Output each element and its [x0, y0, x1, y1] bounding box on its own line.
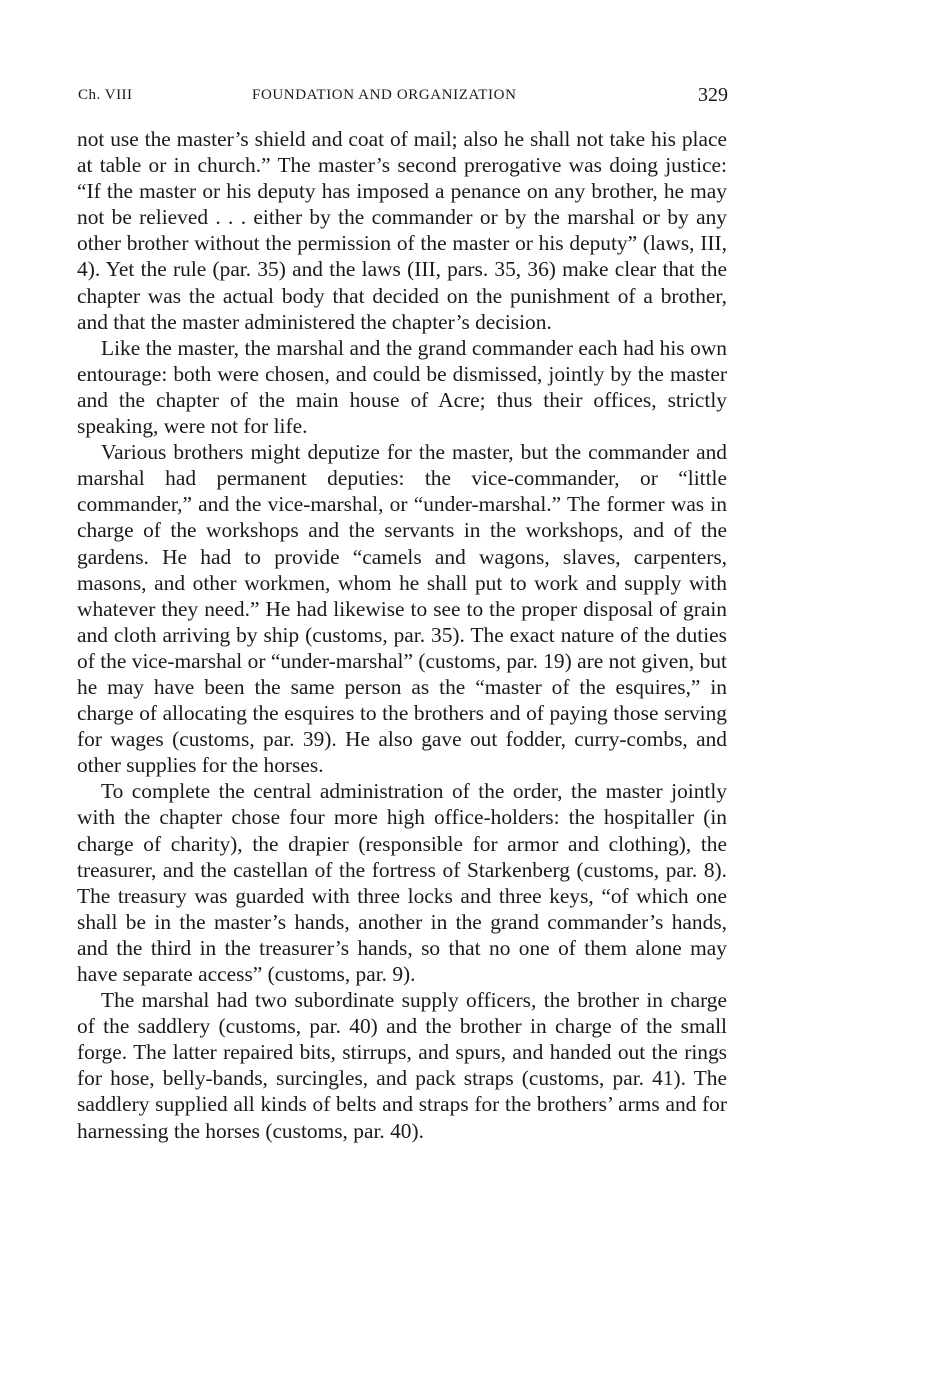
running-title: FOUNDATION AND ORGANIZATION [252, 87, 517, 103]
paragraph-3: Various brothers might deputize for the master, but the commander and marshal had permanent deputies: the vice-commander, or “little commander,” and the vice-marshal, or “under-marshal.” The former was in charge of the workshops and the servants in the workshops, and of the gardens. He had to provide “camels and wagons, slaves, carpenters, masons, and other workmen, whom he shall put to work and supply with whatever they need.” He had likewise to see to the proper disposal of grain and cloth arriving by ship (customs, par. 35). The exact nature of the duties of the vice-marshal or “under-marshal” (customs, par. 19) are not given, but he may have been the same person as the “master of the esquires,” in charge of allocating the esquires to the brothers and of paying those serving for wages (customs, par. 39). He also gave out fodder, curry-combs, and other supplies for the horses. [77, 440, 727, 778]
paragraph-5: The marshal had two subordinate supply officers, the brother in charge of the saddlery (customs, par. 40) and the brother in charge of the small forge. The latter repaired bits, stirrups, and spurs, and handed out the rings for hose, belly-bands, surcingles, and pack straps (customs, par. 41). The saddlery supplied all kinds of belts and straps for the brothers’ arms and for harnessing the horses (customs, par. 40). [77, 988, 727, 1143]
paragraph-2: Like the master, the marshal and the grand commander each had his own entourage: both were chosen, and could be dismissed, jointly by the master and the chapter of the main house of Acre; thus their offices, strictly speaking, were not for life. [77, 335, 727, 439]
paragraph-4: To complete the central administration of the order, the master jointly with the chapter chose four more high office-holders: the hospitaller (in charge of charity), the drapier (responsible for armor and clothing), the treasurer, and the castellan of the fortress of Starkenberg (customs, par. 8). The treasury was guarded with three locks and three keys, “of which one shall be in the master’s hands, another in the grand commander’s hands, and the third in the treasurer’s hands, so that no one of them alone may have separate access” (customs, par. 9). [77, 779, 727, 986]
body-text [77, 126, 727, 1144]
page-number: 329 [698, 84, 728, 106]
running-head [78, 84, 728, 112]
chapter-label: Ch. VIII [78, 87, 133, 103]
paragraph-1: not use the master’s shield and coat of mail; also he shall not take his place at table or in church.” The master’s second prerogative was doing justice: “If the master or his deputy has imposed a penance on any brother, he may not be relieved . . . either by the commander or by the marshal or by any other brother without the permission of the master or his deputy” (laws, III, 4). Yet the rule (par. 35) and the laws (III, pars. 35, 36) make clear that the chapter was the actual body that decided on the punishment of a brother, and that the master administered the chapter’s decision. [77, 127, 727, 334]
